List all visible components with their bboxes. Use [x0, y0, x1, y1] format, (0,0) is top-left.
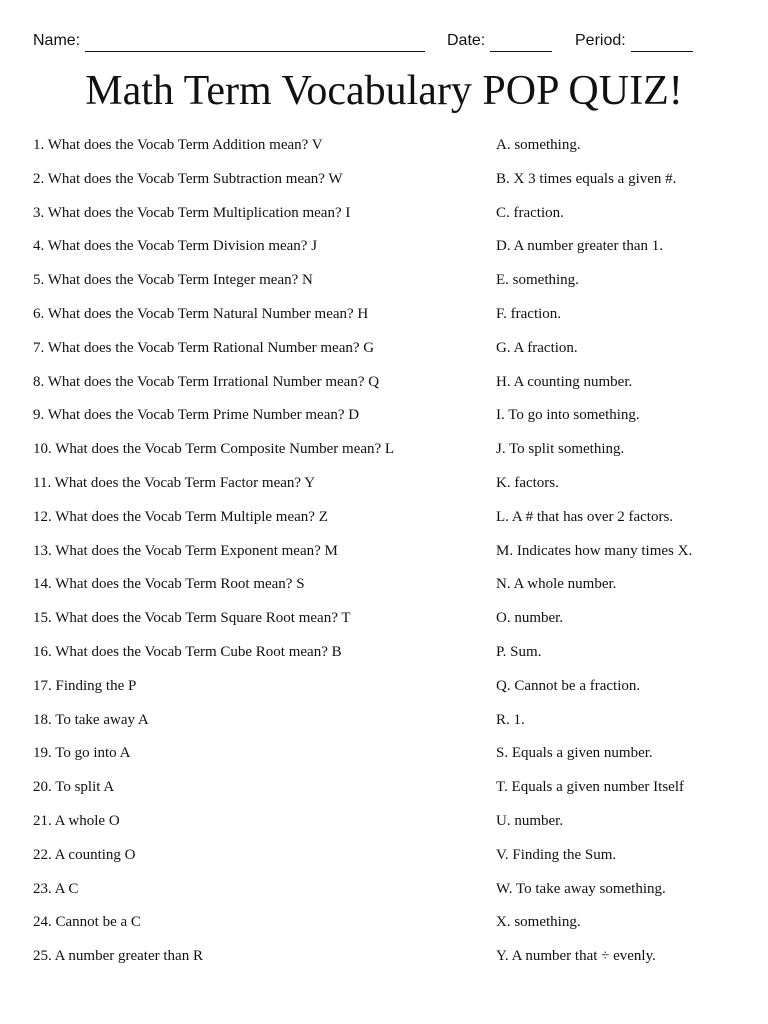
- answer-item: K. factors.: [496, 474, 559, 491]
- question-item: 5. What does the Vocab Term Integer mean? N: [33, 272, 313, 289]
- date-field[interactable]: [447, 30, 552, 52]
- question-item: 13. What does the Vocab Term Exponent mean? M: [33, 542, 338, 559]
- answer-item: J. To split something.: [496, 441, 625, 458]
- question-item: 14. What does the Vocab Term Root mean? S: [33, 576, 305, 593]
- question-item: 2. What does the Vocab Term Subtraction mean? W: [33, 170, 343, 187]
- answer-item: V. Finding the Sum.: [496, 846, 617, 863]
- question-item: 3. What does the Vocab Term Multiplication mean? I: [33, 204, 351, 221]
- answer-item: D. A number greater than 1.: [496, 238, 664, 255]
- answer-item: I. To go into something.: [496, 407, 640, 424]
- answer-item: E. something.: [496, 272, 579, 289]
- answer-item: G. A fraction.: [496, 339, 578, 356]
- answer-list: [496, 134, 758, 979]
- question-item: 25. A number greater than R: [33, 948, 203, 965]
- name-label: Name:: [33, 32, 81, 49]
- date-blank-line[interactable]: [490, 35, 552, 52]
- answer-item: P. Sum.: [496, 643, 542, 660]
- question-item: 21. A whole O: [33, 812, 120, 829]
- answer-item: Q. Cannot be a fraction.: [496, 677, 641, 694]
- question-list: [33, 134, 483, 979]
- question-item: 16. What does the Vocab Term Cube Root mean? B: [33, 643, 342, 660]
- answer-item: S. Equals a given number.: [496, 745, 653, 762]
- answer-item: C. fraction.: [496, 204, 564, 221]
- answer-item: O. number.: [496, 610, 564, 627]
- question-item: 10. What does the Vocab Term Composite Number mean? L: [33, 441, 395, 458]
- answer-item: F. fraction.: [496, 305, 562, 322]
- question-item: 23. A C: [33, 880, 79, 897]
- name-blank-line[interactable]: [85, 35, 425, 52]
- question-item: 18. To take away A: [33, 711, 149, 728]
- answer-item: U. number.: [496, 812, 564, 829]
- question-item: 15. What does the Vocab Term Square Root mean? T: [33, 610, 351, 627]
- answer-item: T. Equals a given number Itself: [496, 779, 684, 796]
- page-title: Math Term Vocabulary POP QUIZ!: [85, 68, 683, 114]
- name-field[interactable]: [33, 30, 425, 52]
- question-item: 11. What does the Vocab Term Factor mean? Y: [33, 474, 316, 491]
- answer-item: W. To take away something.: [496, 880, 666, 897]
- answer-item: X. something.: [496, 914, 581, 931]
- question-item: 19. To go into A: [33, 745, 131, 762]
- question-item: 4. What does the Vocab Term Division mean? J: [33, 238, 318, 255]
- answer-item: A. something.: [496, 137, 581, 153]
- question-item: 6. What does the Vocab Term Natural Number mean? H: [33, 305, 369, 322]
- worksheet-header: [33, 30, 733, 54]
- answer-item: M. Indicates how many times X.: [496, 542, 693, 559]
- question-item: 22. A counting O: [33, 846, 136, 863]
- period-field[interactable]: [575, 30, 693, 52]
- period-label: Period:: [575, 32, 626, 49]
- answer-item: R. 1.: [496, 711, 525, 728]
- question-item: 12. What does the Vocab Term Multiple mean? Z: [33, 508, 328, 525]
- answer-item: Y. A number that ÷ evenly.: [496, 948, 656, 965]
- question-item: 8. What does the Vocab Term Irrational Number mean? Q: [33, 373, 380, 390]
- answer-item: B. X 3 times equals a given #.: [496, 170, 677, 187]
- question-item: 17. Finding the P: [33, 677, 137, 694]
- question-item: 20. To split A: [33, 779, 115, 796]
- period-blank-line[interactable]: [631, 35, 693, 52]
- question-item: 7. What does the Vocab Term Rational Number mean? G: [33, 339, 375, 356]
- answer-item: L. A # that has over 2 factors.: [496, 508, 674, 525]
- answer-item: H. A counting number.: [496, 373, 633, 390]
- question-item: 9. What does the Vocab Term Prime Number mean? D: [33, 407, 360, 424]
- date-label: Date:: [447, 32, 486, 49]
- question-item: 1. What does the Vocab Term Addition mean? V: [33, 137, 323, 153]
- answer-item: N. A whole number.: [496, 576, 617, 593]
- question-item: 24. Cannot be a C: [33, 914, 141, 931]
